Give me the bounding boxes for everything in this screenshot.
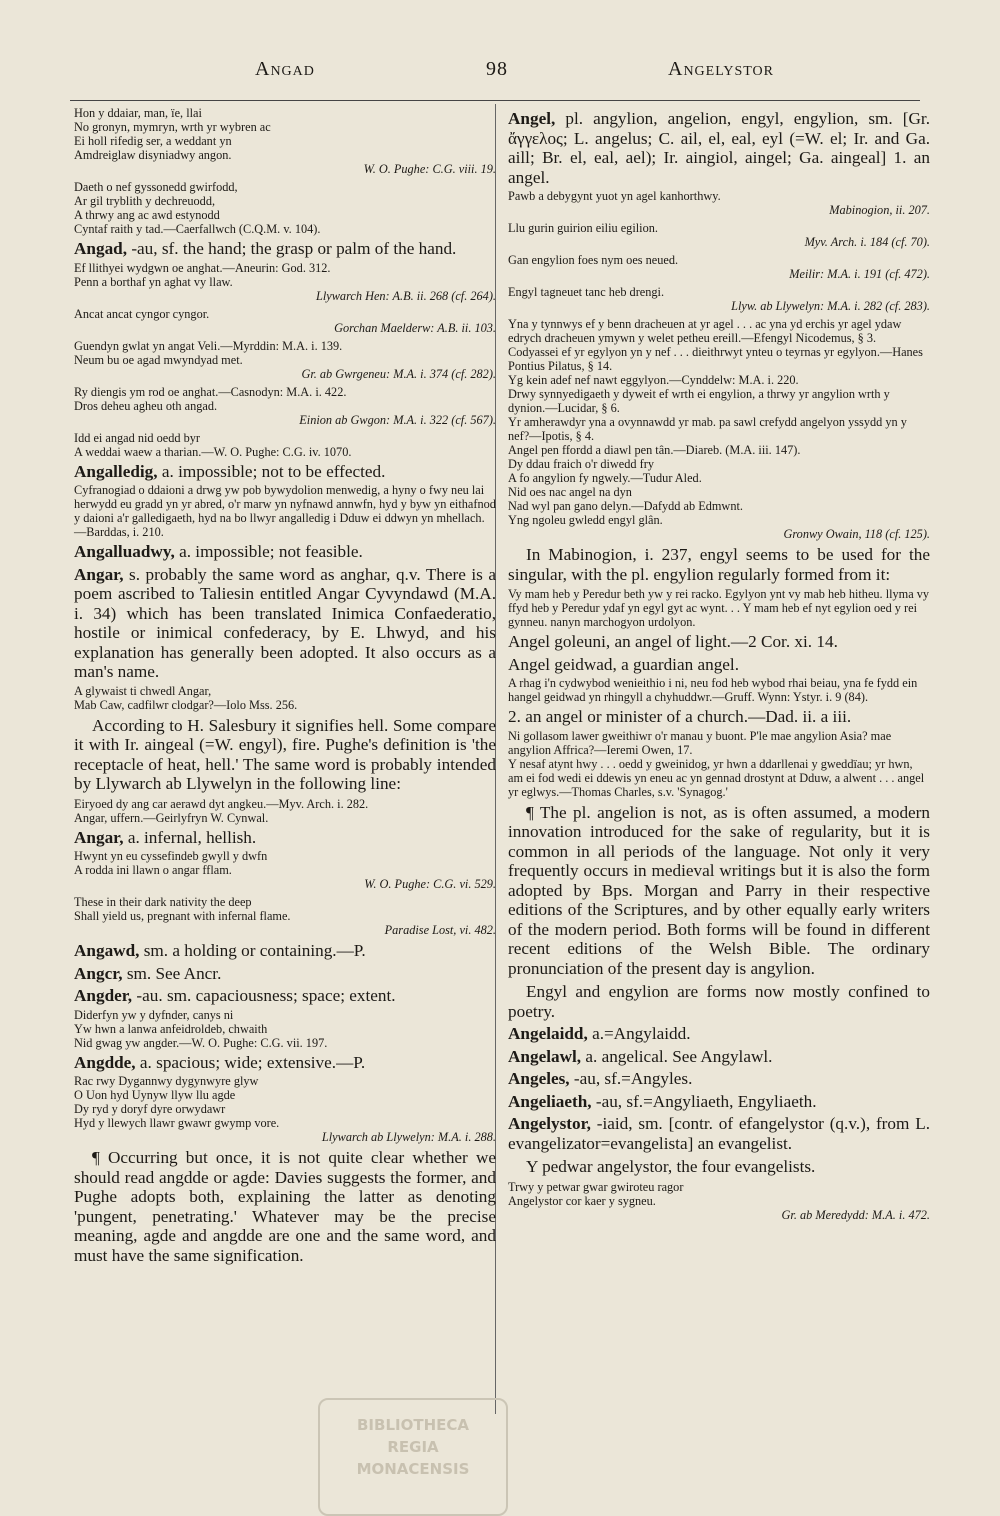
quotation-line: A thrwy ang ac awd estynodd [74, 208, 220, 222]
quotation-line: Ancat ancat cyngor cyngor. [74, 306, 210, 321]
dictionary-entry [508, 1024, 930, 1044]
stamp-line: REGIA [387, 1438, 439, 1456]
entry-definition: a. infernal, hellish. [123, 827, 257, 847]
dictionary-entry [508, 707, 930, 727]
quotation-citation: Paradise Lost, vi. 482. [384, 923, 496, 937]
quotation-line: A fo angylion fy ngwely.—Tudur Aled. [508, 471, 702, 485]
commentary-paragraph: ¶ Occurring but once, it is not quite clear whether we should read angdde or agde: Davies suggests the former, and Pughe adopts both, explaining the latter as denoting 'pungent, penetrating.' Whatever may be the precise meaning, agde and angdde are one and the same word, and must have the same signification. [74, 1148, 496, 1265]
entry-definition: -iaid, sm. [contr. of efangelystor (q.v.), from L. evangelizator=evangelista] an evangelist. [508, 1114, 930, 1153]
quotation-line: Daeth o nef gyssonedd gwirfodd, [74, 180, 238, 194]
entry-headword: Angalledig, [74, 461, 158, 481]
quotation-line: Idd ei angad nid oedd byr [74, 430, 201, 445]
quotation-line: Yg kein adef nef nawt eggylyon.—Cynddelw: M.A. i. 220. [508, 373, 799, 387]
quotation-citation: Gr. ab Meredydd: M.A. i. 472. [781, 1207, 930, 1222]
header-rule [70, 100, 920, 101]
entry-definition: a. impossible; not feasible. [174, 542, 363, 561]
entry-headword: Angder, [74, 986, 133, 1005]
dictionary-entry [508, 1047, 930, 1067]
quotation-line: Y nesaf atynt hwy . . . oedd y gweinidog, yr hwn a ddarllenai y gweddïau; yr hwn, am ei fod wedi ei ddewis yn eneu ac yn gennad drostynt at Dduw, a alwent . . . angel yr eglwys.—Thomas Charles, s.v. 'Synagog.' [508, 756, 928, 799]
library-stamp [318, 1398, 508, 1516]
quotation-citation: Gronwy Owain, 118 (cf. 125). [783, 527, 930, 541]
quotation-line: A weddai waew a tharian.—W. O. Pughe: C.G. iv. 1070. [74, 444, 352, 459]
entry-definition: sm. a holding or containing.—P. [139, 941, 366, 960]
entry-definition: a. spacious; wide; extensive.—P. [135, 1052, 366, 1072]
quotation-line: Mab Caw, cadfilwr clodgar?—Iolo Mss. 256. [74, 697, 298, 712]
entry-headword: Angawd, [74, 941, 140, 960]
commentary-paragraph: In Mabinogion, i. 237, engyl seems to be used for the singular, with the pl. engylion regularly formed from it: [508, 545, 930, 584]
quotation-line: Ry diengis ym rod oe anghat.—Casnodyn: M.A. i. 422. [74, 384, 347, 399]
right-column [508, 106, 933, 1226]
entry-definition: -au, sf. the hand; the grasp or palm of the hand. [127, 239, 457, 258]
commentary-paragraph: Y pedwar angelystor, the four evangelists. [526, 1157, 816, 1176]
quotation-line: Llu gurin guirion eiliu egilion. [508, 221, 658, 235]
quotation-line: A glywaist ti chwedl Angar, [74, 683, 212, 698]
dictionary-entry [74, 986, 496, 1006]
entry-definition: sm. See Ancr. [122, 963, 222, 983]
quotation-line: Yr amherawdyr yna a ovynnawdd yr mab. pa sawl crefydd angelyon yssydd yn y nef?—Ipotis, § 4. [508, 415, 910, 443]
dictionary-entry [508, 1069, 930, 1089]
entry-headword: Angel, [508, 109, 556, 128]
quotation-line: Dy ryd y doryf dyre orwydawr [74, 1102, 226, 1116]
entry-definition: 2. an angel or minister of a church.—Dad. ii. a iii. [508, 707, 852, 726]
entry-headword: Angeliaeth, [508, 1091, 592, 1111]
dictionary-entry [74, 828, 496, 848]
entry-headword: Angad, [74, 239, 128, 258]
quotation-line: Nid oes nac angel na dyn [508, 485, 632, 499]
quotation-line: Angar, uffern.—Geirlyfryn W. Cynwal. [74, 810, 269, 825]
quotation-line: Yw hwn a lanwa anfeidroldeb, chwaith [74, 1021, 268, 1036]
quotation-citation: Einion ab Gwgon: M.A. i. 322 (cf. 567). [299, 412, 496, 427]
dictionary-entry [508, 1092, 930, 1112]
quotation-line: No gronyn, mymryn, wrth yr wybren ac [74, 120, 271, 134]
quotation-citation: Gorchan Maelderw: A.B. ii. 103. [334, 320, 496, 335]
quotation-line: Diderfyn yw y dyfnder, canys ni [74, 1007, 234, 1022]
quotation-line: Guendyn gwlat yn angat Veli.—Myrddin: M.A. i. 139. [74, 338, 343, 353]
quotation-citation: Llywarch Hen: A.B. ii. 268 (cf. 264). [316, 288, 496, 303]
quotation-line: Pawb a debygynt yuot yn agel kanhorthwy. [508, 189, 721, 203]
entry-headword: Angar, [74, 564, 124, 584]
entry-definition: a.=Angylaidd. [587, 1024, 691, 1043]
quotation-line: Drwy synnyedigaeth y dyweit ef wrth ei engylion, a thrwy yr angylion wrth y dynion.—Lucidar, § 6. [508, 387, 893, 415]
entry-definition: a. impossible; not to be effected. [157, 461, 386, 481]
quotation-citation: Llywarch ab Llywelyn: M.A. i. 288. [321, 1130, 496, 1144]
quotation-line: Eiryoed dy ang car aerawd dyt angkeu.—Myv. Arch. i. 282. [74, 796, 369, 811]
quotation-citation: Meilir: M.A. i. 191 (cf. 472). [789, 267, 930, 281]
entry-headword: Angalluadwy, [74, 542, 175, 561]
dictionary-entry [74, 542, 496, 562]
entry-headword: Angelawl, [508, 1046, 582, 1066]
entry-headword: Angeles, [508, 1069, 570, 1088]
entry-definition: Angel goleuni, an angel of light.—2 Cor. xi. 14. [508, 632, 838, 651]
entry-definition: -au, sf.=Angyles. [569, 1069, 693, 1088]
quotation-line: Dy ddau fraich o'r diwedd fry [508, 457, 654, 471]
quotation-citation: Myv. Arch. i. 184 (cf. 70). [804, 235, 930, 249]
quotation-line: Ei holl rifedig ser, a weddant yn [74, 134, 232, 148]
entry-definition: -au. sm. capaciousness; space; extent. [132, 986, 396, 1005]
quotation-line: A rhag i'n cydwybod wenieithio i ni, neu fod heb wybod rhai beiau, yna fe fydd ein hangel geidwad yn rhingyll a chyhuddwr.—Gruff. Wynn: Ystyr. i. 9 (84). [508, 676, 921, 704]
quotation-citation: W. O. Pughe: C.G. viii. 19. [363, 162, 496, 176]
entry-headword: Angar, [74, 827, 124, 847]
quotation-line: Ar gil tryblith y dechreuodd, [74, 194, 216, 208]
entry-definition: s. probably the same word as anghar, q.v. There is a poem ascribed to Taliesin entitled Angar Cyvyndawd (M.A. i. 34) which has been translated Inimica Confaederatio, hostile or inimical confederacy, by E. Lhwyd, and his explanation has generally been adopted. It also occurs as a man's name. [74, 564, 496, 681]
quotation-line: Amdreiglaw disyniadwy angon. [74, 148, 232, 162]
entry-definition: a. angelical. See Angylawl. [581, 1046, 773, 1066]
running-head-right: Angelystor [668, 58, 775, 80]
quotation-line: Penn a borthaf yn aghat vy llaw. [74, 274, 233, 289]
quotation-line: Ni gollasom lawer gweithiwr o'r manau y buont. P'le mae angylion Asia? mae angylion Affrica?—Ieremi Owen, 17. [508, 728, 895, 757]
quotation-line: O Uon hyd Uynyw llyw llu agde [74, 1088, 236, 1102]
quotation-line: Shall yield us, pregnant with infernal flame. [74, 909, 291, 923]
quotation-line: Trwy y petwar gwar gwiroteu ragor [508, 1179, 684, 1194]
dictionary-entry [74, 964, 496, 984]
quotation-line: Engyl tagneuet tanc heb drengi. [508, 285, 665, 299]
quotation-line: Codyassei ef yr egylyon yn y nef . . . dieithrwyt ynteu o teyrnas yr egylyon.—Hanes Pontius Pilatus, § 14. [508, 345, 927, 373]
quotation-line: A rodda ini llawn o angar fflam. [74, 863, 232, 877]
quotation-line: Hon y ddaiar, man, ïe, llai [74, 106, 202, 120]
quotation-line: Ef llithyei wydgwn oe anghat.—Aneurin: God. 312. [74, 260, 331, 275]
quotation-line: Hyd y llewych llawr gwawr gwymp vore. [74, 1116, 280, 1130]
commentary-paragraph: ¶ The pl. angelion is not, as is often assumed, a modern innovation introduced for the sake of regularity, but it is common in all periods of the language. Not only it very frequently occurs in medieval writings but it is also the form adopted by Bps. Morgan and Parry in their respective editions of the Scriptures, and by other equally early writers of the modern period. Both forms will be found in different recent editions of the Welsh Bible. The ordinary pronunciation of the present day is angylion. [508, 802, 930, 978]
quotation-line: Hwynt yn eu cyssefindeb gwyll y dwfn [74, 849, 268, 863]
entry-headword: Angcr, [74, 963, 123, 983]
entry-definition: -au, sf.=Angyliaeth, Engyliaeth. [591, 1091, 817, 1111]
page-number: 98 [486, 58, 508, 80]
entry-headword: Angelaidd, [508, 1024, 588, 1043]
entry-definition: pl. angylion, angelion, engyl, engylion, sm. [Gr. ἄγγελος; L. angelus; C. ail, el, eal, eyl (=W. el; Ir. and Ga. aill; Br. el, eal, ael); Ir. aingiol, aingel; Ga. aingeal] 1. an angel. [508, 109, 930, 187]
quotation-line: Dros deheu agheu oth angad. [74, 398, 218, 413]
dictionary-entry [508, 655, 930, 675]
quotation-citation: Llyw. ab Llywelyn: M.A. i. 282 (cf. 283). [731, 299, 930, 313]
quotation-line: Angelystor cor kaer y sygneu. [508, 1193, 656, 1208]
quotation-line: Gan engylion foes nym oes neued. [508, 253, 679, 267]
quotation-citation: Gr. ab Gwrgeneu: M.A. i. 374 (cf. 282). [301, 366, 496, 381]
left-column [74, 106, 499, 1268]
quotation-citation: W. O. Pughe: C.G. vi. 529. [364, 877, 496, 891]
stamp-line: BIBLIOTHECA [357, 1416, 469, 1434]
quotation-line: Cyfranogiad o ddaioni a drwg yw pob bywydolion menwedig, a hyny o fwy neu lai herwydd eu gradd yn yr abred, o'r marw yn nyfnawd annwfn, hyd y byw yn eithafnod y daioni a'r galledigaeth, hyd na bo llwyr angalledig i Dduw ei ddwyn yn mhellach.—Barddas, i. 210. [74, 483, 499, 539]
commentary-paragraph: According to H. Salesbury it signifies hell. Some compare it with Ir. aingeal (=W. engyl), fire. Pughe's definition is 'the receptacle of heat, hell.' The same word is probably intended by Llywarch ab Llywelyn in the following line: [74, 715, 496, 793]
quotation-line: These in their dark nativity the deep [74, 895, 252, 909]
dictionary-entry [508, 109, 930, 187]
quotation-line: Nad wyl pan gano delyn.—Dafydd ab Edmwnt. [508, 499, 743, 513]
running-head-left: Angad [255, 58, 315, 80]
commentary-paragraph: Engyl and engylion are forms now mostly confined to poetry. [508, 982, 930, 1021]
quotation-line: Vy mam heb y Peredur beth yw y rei racko. Egylyon ynt vy mab heb hitheu. llyma vy ffyd heb y Peredur ydaf yn egyl gyt ac wynt. . . Y mam heb ef nyt egylion oed y rei gynneu. nanyn marchogyon urdolyon. [508, 587, 933, 629]
dictionary-entry [74, 1053, 496, 1073]
dictionary-entry [74, 565, 496, 682]
quotation-line: Cyntaf raith y tad.—Caerfallwch (C.Q.M. v. 104). [74, 222, 321, 236]
dictionary-entry [74, 239, 496, 259]
quotation-citation: Mabinogion, ii. 207. [829, 203, 930, 217]
dictionary-entry [508, 1114, 930, 1153]
entry-headword: Angelystor, [508, 1114, 591, 1133]
dictionary-entry [74, 941, 496, 961]
running-head [0, 58, 1000, 88]
quotation-line: Angel pen ffordd a diawl pen tân.—Diareb. (M.A. iii. 147). [508, 443, 801, 457]
quotation-line: Rac rwy Dygannwy dygynwyre glyw [74, 1074, 259, 1088]
entry-headword: Angdde, [74, 1052, 136, 1072]
entry-definition: Angel geidwad, a guardian angel. [508, 654, 739, 674]
quotation-line: Yna y tynnwys ef y benn dracheuen at yr agel . . . ac yna yd erchis yr agel ydaw edrych dracheuen ymywn y welet petheu ereill.—Efengyl Nicodemus, § 3. [508, 317, 905, 345]
quotation-line: Neum bu oe agad mwyndyad met. [74, 352, 243, 367]
quotation-line: Nid gwag yw angder.—W. O. Pughe: C.G. vii. 197. [74, 1035, 328, 1050]
dictionary-entry [74, 462, 496, 482]
dictionary-entry [508, 632, 930, 652]
stamp-line: MONACENSIS [356, 1460, 470, 1478]
quotation-line: Yng ngoleu gwledd engyl glân. [508, 513, 663, 527]
